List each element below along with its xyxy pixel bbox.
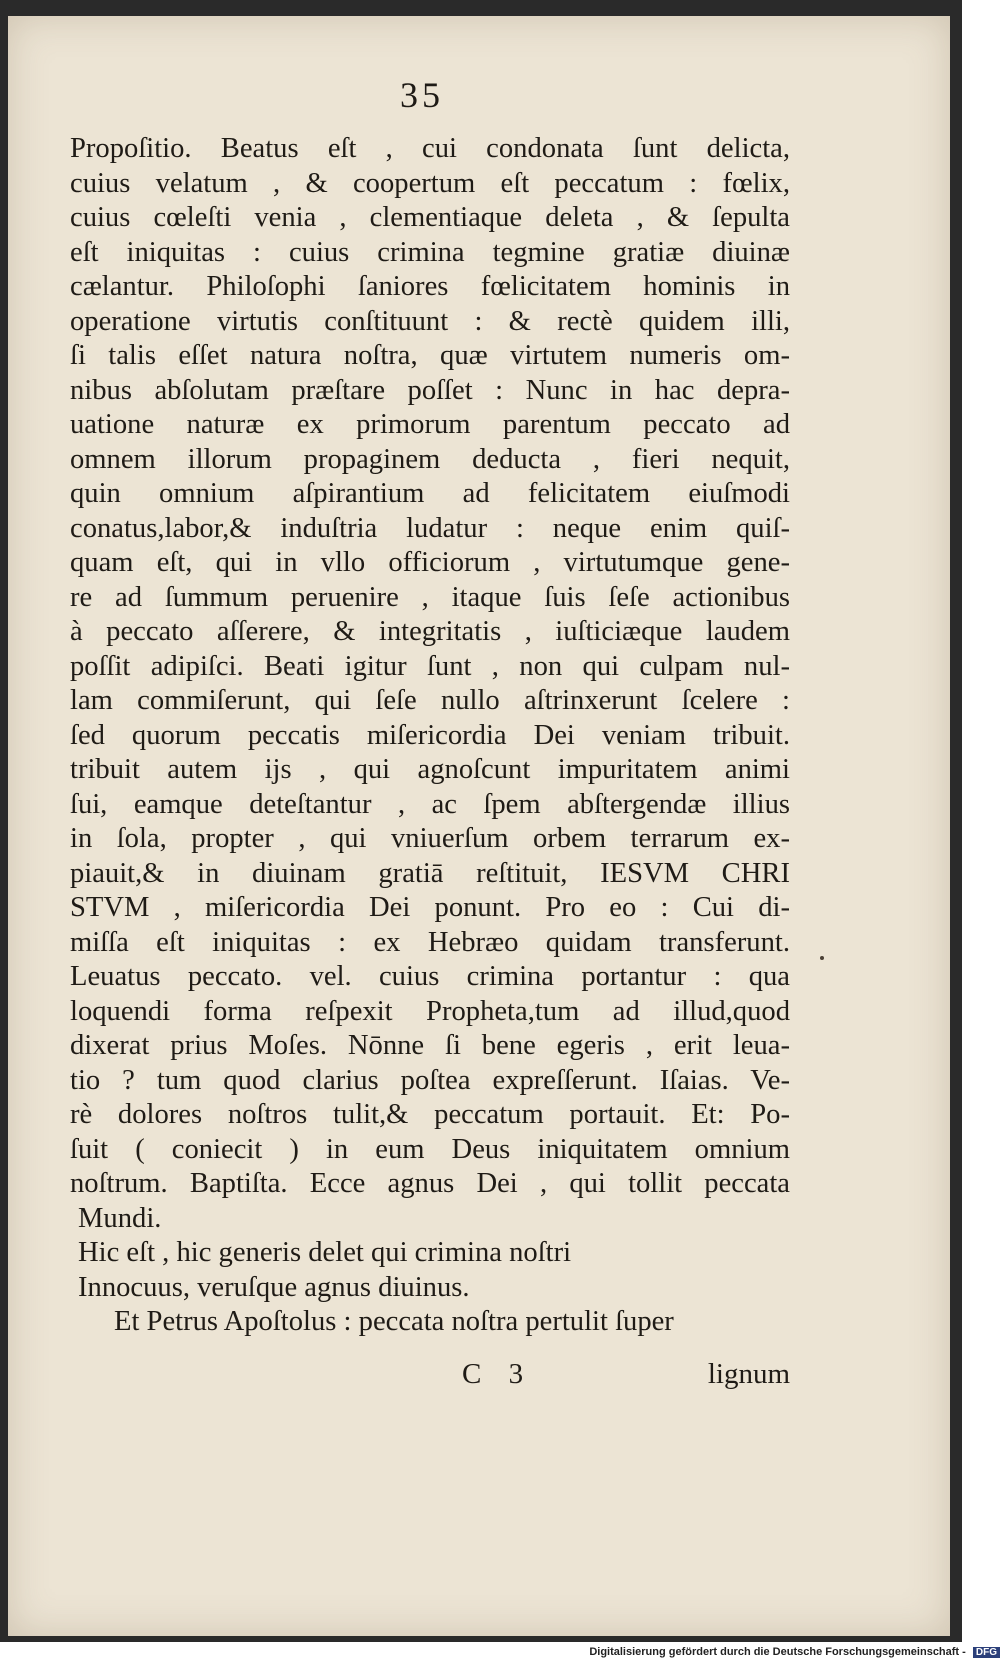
text-line: rè dolores noſtros tulit,& peccatum portauit. Et: Po- [70,1099,790,1130]
text-line: ſi talis eſſet natura noſtra, quæ virtutem numeris om- [70,340,790,371]
ink-spot [820,956,824,960]
text-line: nibus abſolutam præſtare poſſet : Nunc in hac depra- [70,374,790,406]
verse-line: Innocuus, veruſque agnus diuinus. [78,1271,470,1303]
text-line: operatione virtutis conſtituunt : & rectè quidem illi, [70,305,790,337]
text-line: miſſa eſt iniquitas : ex Hebræo quidam transferunt. [70,926,790,958]
text-line: Mundi. [78,1202,162,1234]
text-line: cuius velatum , & coopertum eſt peccatum : fœlix, [70,167,790,199]
text-line: cuius cœleſti venia , clementiaque deleta , & ſepulta [70,202,790,233]
text-line: in ſola, propter , qui vniuerſum orbem terrarum ex- [70,823,790,854]
text-line: tio ? tum quod clarius poſtea expreſſerunt. Iſaias. Ve- [70,1064,790,1096]
signature-row [70,1358,790,1398]
text-line: noſtrum. Baptiſta. Ecce agnus Dei , qui tollit peccata [70,1168,790,1199]
text-line: omnem illorum propaginem deducta , fieri nequit, [70,443,790,475]
text-line: piauit,& in diuinam gratiā reſtituit, IESVM CHRI [70,857,790,889]
text-line: cælantur. Philoſophi ſaniores fœlicitatem hominis in [70,271,790,302]
book-page [8,16,950,1636]
text-line: quin omnium aſpirantium ad felicitatem eiuſmodi [70,478,790,509]
text-line: STVM , miſericordia Dei ponunt. Pro eo : Cui di- [70,892,790,923]
text-line: ſed quorum peccatis miſericordia Dei veniam tribuit. [70,719,790,751]
text-line: Propoſitio. Beatus eſt , cui condonata ſunt delicta, [70,133,790,164]
text-line: ſui, eamque deteſtantur , ac ſpem abſtergendæ illius [70,788,790,820]
text-line: tribuit autem ijs , qui agnoſcunt impuritatem animi [70,754,790,785]
text-line: loquendi forma reſpexit Propheta,tum ad illud,quod [70,995,790,1027]
printer-signature: C 3 [462,1358,534,1390]
text-line: Et Petrus Apoſtolus : peccata noſtra pertulit ſuper [114,1306,674,1337]
digitization-credit [560,1646,1000,1658]
text-line: ſuit ( coniecit ) in eum Deus iniquitatem omnium [70,1133,790,1165]
text-line: dixerat prius Moſes. Nōnne ſi bene egeris , erit leua- [70,1030,790,1061]
dfg-logo: DFG [973,1647,1000,1658]
text-line: poſſit adipiſci. Beati igitur ſunt , non qui culpam nul- [70,650,790,682]
text-line: eſt iniquitas : cuius crimina tegmine gratiæ diuinæ [70,236,790,268]
text-line: conatus,labor,& induſtria ludatur : neque enim quiſ- [70,512,790,544]
credit-text: Digitalisierung gefördert durch die Deutsche Forschungsgemeinschaft - [589,1646,966,1658]
text-line: re ad ſummum peruenire , itaque ſuis ſeſe actionibus [70,581,790,613]
text-line: lam commiſerunt, qui ſeſe nullo aſtrinxerunt ſcelere : [70,685,790,716]
verse-line: Hic eſt , hic generis delet qui crimina noſtri [78,1237,572,1268]
text-line: à peccato aſſerere, & integritatis , iuſticiæque laudem [70,616,790,647]
page-number: 35 [400,75,444,115]
text-line: Leuatus peccato. vel. cuius crimina portantur : qua [70,961,790,992]
text-line: uatione naturæ ex primorum parentum peccato ad [70,409,790,440]
body-text [70,132,790,1340]
catchword: lignum [707,1358,790,1390]
text-line: quam eſt, qui in vllo officiorum , virtutumque gene- [70,547,790,578]
